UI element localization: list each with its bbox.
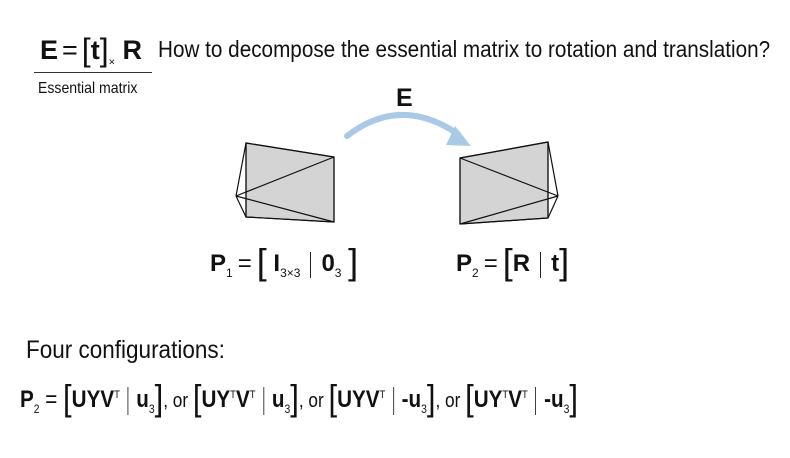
config-left-factor-sup: T [521,389,528,401]
config-left-factor: UYV [337,386,380,413]
config-lhs-sub: 2 [33,401,40,416]
config-right-term: -u [544,386,564,413]
p1-name: P [210,250,227,277]
configuration-matrix-4 [465,377,578,418]
config-left-factor-sup: T [230,389,236,401]
config-separator-bar [128,387,129,415]
config-right-sub: 3 [421,401,427,416]
p1-left-term: I [273,250,281,277]
configuration-matrix-3 [328,377,436,418]
configuration-matrix-1 [63,377,164,418]
p2-bracket-open: [ [502,241,513,282]
transform-arrow [347,115,458,136]
config-right-sub: 3 [563,401,570,416]
configurations-title [26,336,247,365]
config-bracket-close: ] [569,377,578,418]
p1-right-sub: 3 [334,265,342,280]
config-bracket-open: [ [465,377,474,418]
config-left-factor-sup: T [502,389,509,401]
config-separator-bar [263,387,264,415]
configurations-title-text: Four configurations: [26,336,225,364]
config-left-factor: V [508,386,522,413]
config-separator-bar [393,387,394,415]
title-lhs: E [40,35,59,65]
p2-equals: = [483,250,498,277]
title-bracket-close: ] [99,32,109,68]
p1-sub: 1 [226,265,233,280]
config-right-term: u [136,386,149,413]
config-equals: = [45,386,58,413]
config-separator-bar [536,387,537,415]
p2-right-term: t [551,250,560,277]
camera-right [460,142,558,224]
p1-matrix [210,238,358,280]
config-bracket-close: ] [154,377,164,418]
title-vector: t [90,35,100,65]
p1-equals: = [237,250,252,277]
config-left-factor-sup: T [114,389,120,401]
config-right-term: u [271,386,285,413]
config-bracket-open: [ [328,377,338,418]
configurations-equation-row [20,374,578,416]
config-or-separator: , or [435,390,466,412]
config-left-factor-sup: T [379,389,386,401]
config-bracket-open: [ [192,377,202,418]
p2-name: P [456,250,473,277]
p2-matrix [456,238,569,280]
p1-separator-bar [310,252,311,278]
title-question-text: How to decompose the essential matrix to rotation and translation? [158,36,771,62]
title-subscript: × [108,56,116,69]
config-lhs: P [20,386,34,413]
config-bracket-close: ] [426,377,436,418]
config-left-factor: UYV [71,386,115,413]
title-caption-text: Essential matrix [38,80,138,97]
config-left-factor: V [235,386,250,413]
title-rhs: R [122,35,143,65]
config-bracket-close: ] [290,377,299,418]
config-left-factor: UY [201,386,231,413]
arrow-label: E [396,84,413,112]
p2-left-term: R [512,250,531,277]
config-left-factor: UY [473,386,503,413]
configurations-equation [20,374,669,416]
p1-right-term: 0 [321,250,335,277]
config-right-sub: 3 [148,401,155,416]
config-or-separator: , or [298,390,329,412]
p1-bracket-open: [ [256,241,267,282]
config-bracket-open: [ [63,377,72,418]
configuration-matrix-2 [192,377,299,418]
p1-bracket-close: ] [348,241,359,282]
camera-left [236,143,334,222]
config-left-factor-sup: T [249,389,256,401]
title-bracket-open: [ [81,32,91,68]
p2-sub: 2 [472,265,479,280]
config-right-term: -u [401,386,422,413]
configuration-list [63,377,578,418]
p2-separator-bar [540,252,541,278]
config-right-sub: 3 [284,401,291,416]
title-equals: = [62,35,78,65]
p1-left-sub: 3×3 [280,265,301,280]
p2-bracket-close: ] [559,241,570,282]
config-or-separator: , or [163,390,193,412]
